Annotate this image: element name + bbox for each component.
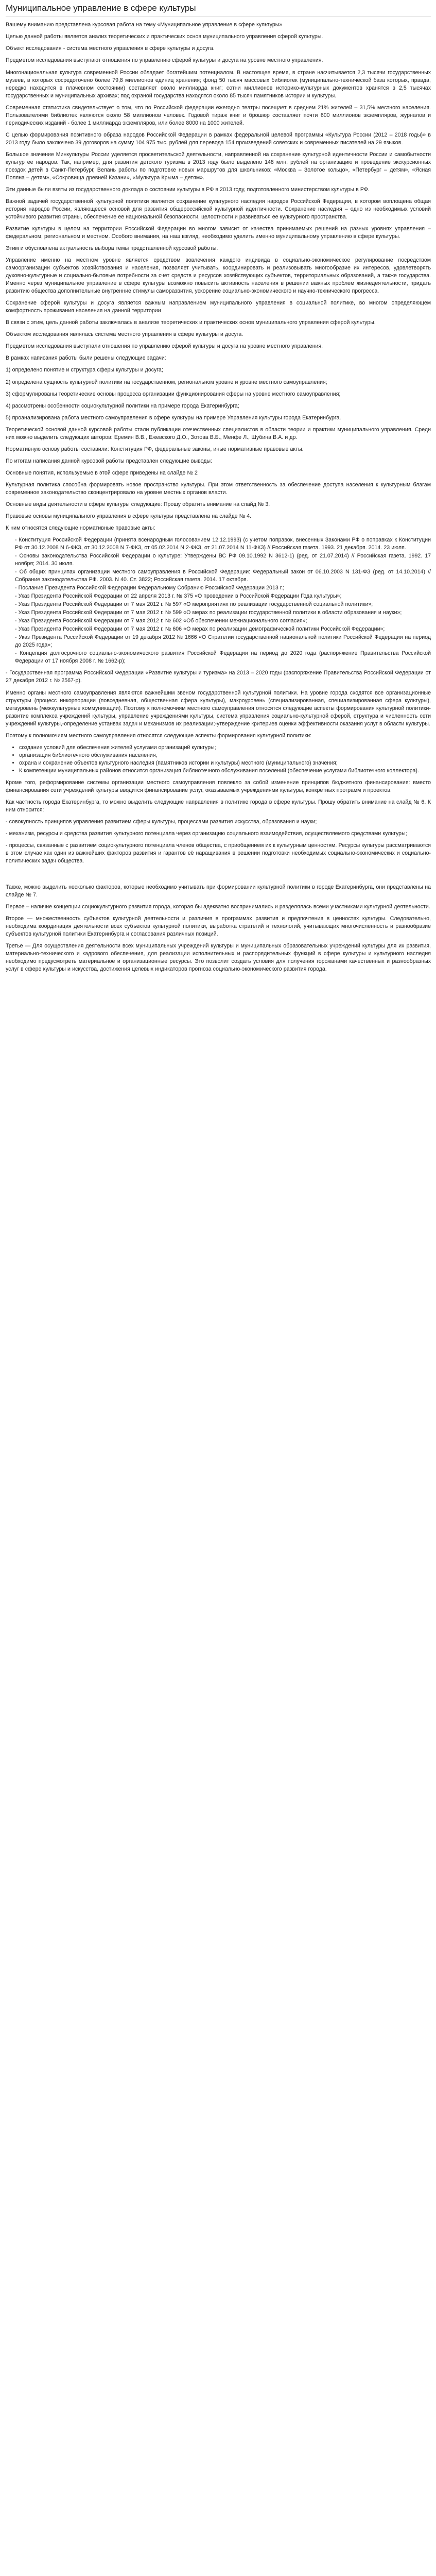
paragraph: Первое – наличие концепции социокультурного развития города, которая бы адекватно воспринимались и разделялась всеми участниками культурной деятельности. bbox=[6, 904, 430, 910]
paragraph: - механизм, ресурсы и средства развития культурного потенциала через организацию социального взаимодействия, осуществляемого средствами культуры; bbox=[6, 830, 407, 837]
paragraph: Этим и обусловлена актуальность выбора темы представленной курсовой работы. bbox=[6, 245, 218, 252]
legal-reference: - Указ Президента Российской Федерации от 7 мая 2012 г. № 599 «О мерах по реализации государственной политики в области образования и науки»; bbox=[15, 609, 402, 616]
page-title: Муниципальное управление в сфере культуры bbox=[6, 3, 431, 17]
paragraph: Культурная политика способна формировать новое пространство культуры. При этом ответственность за обеспечение доступа населения к культурным благам современное законодательство сконцентрировало на уровне местных органов власти. bbox=[6, 481, 431, 496]
paragraph: Предметом исследования выступают отношения по управлению сферой культуры и досуга на уровне местного управления. bbox=[6, 57, 323, 64]
legal-reference: - Конституция Российской Федерации (принята всенародным голосованием 12.12.1993) (с учетом поправок, внесенных Законами РФ о поправках к Конституции РФ от 30.12.2008 N 6-ФКЗ, от 30.12.2008 N 7-ФКЗ, от 05.02.2014 N 2-ФКЗ, от 21.07.2014 N 11-ФКЗ) // Российская газета. 1993. 21 декабря. 2014. 23 июля. bbox=[15, 536, 431, 551]
paragraph: Правовые основы муниципального управления в сфере культуры представлена на слайде № 4. bbox=[6, 513, 252, 519]
paragraph: Объект исследования - система местного управления в сфере культуры и досуга. bbox=[6, 45, 215, 52]
legal-reference: - Основы законодательства Российской Федерации о культуре: Утверждены ВС РФ 09.10.1992 N 3612-1) (ред. от 21.07.2014) // Российская газета. 1992. 17 ноября; 2014. 30 июля. bbox=[15, 553, 431, 567]
paragraph: Управление именно на местном уровне является средством вовлечения каждого индивида в социально-экономическое регулирование посредством самоорганизации субъектов хозяйствования и населения, позволяет учитывать, координировать и реализовывать многообразие их интересов, удовлетворять духовно-культурные и социально-бытовые потребности за счет средств и ресурсов хозяйствующих субъектов, территориальных образований, а также государства. Именно через муниципальное управление в сфере культуры возможно повысить активность населения в решении важных проблем жизнедеятельности, придать развитию общества дополнительные внутренние стимулы саморазвития, ускорение социально-экономического и научно-технического прогресса. bbox=[6, 257, 431, 295]
paragraph: С целью формирования позитивного образа народов Российской Федерации в рамках федеральной целевой программы «Культура России (2012 – 2018 годы)» в 2013 году было заключено 39 договоров на сумму 104 975 тыс. рублей для перевода 154 произведений советских и современных писателей на 29 языков. bbox=[6, 131, 431, 146]
paragraph: 1) определено понятие и структура сферы культуры и досуга; bbox=[6, 367, 163, 374]
paragraph: Основные виды деятельности в сфере культуры следующие: Прошу обратить внимание на слайд № 3. bbox=[6, 501, 270, 507]
list-item: • охрана и сохранение объектов культурного наследия (памятников истории и культуры) местного (муниципального) значения; bbox=[19, 759, 431, 767]
paragraph: Большое значение Минкультуры России уделяется просветительской деятельности, направленной на сохранение культурной идентичности России и самобытности культур ее народов. Так, например, для развития детского туризма в 2013 году было выделено 148 млн. рублей на организацию и проведение экскурсионных поездок детей в Санкт-Петербург, Велань работы по подготовке новых маршрутов для школьников: «Москва – Золотое кольцо», «Петербург – детям», «Ясная Поляна – детям», «Сокровища древней Казани», «Мультура Крыма – детям». bbox=[6, 151, 431, 181]
paragraph: Вашему вниманию представлена курсовая работа на тему «Муниципальное управление в сфере культуры» bbox=[6, 22, 283, 28]
paragraph: - процессы, связанные с развитием социокультурного потенциала членов общества, с приобщением их к культурным ценностям. Ресурсы культуры рассматриваются в этом случае как один из важнейших факторов развития и гарантов её наращивания в решении подготовки необходимых социально-экономических и социально-политических задач общества. bbox=[6, 842, 431, 865]
paragraph: Развитие культуры в целом на территории Российской Федерации во многом зависит от качества принимаемых решений на разных уровнях управления – федеральном, региональном и местном. Особого внимания, на наш взгляд, необходимо уделить именно муниципальному управлению в сфере культуры. bbox=[6, 226, 431, 240]
paragraph: В связи с этим, цель данной работы заключалась в анализе теоретических и практических основ муниципального управления сферой культуры. bbox=[6, 319, 376, 326]
paragraph: Поэтому к полномочиям местного самоуправления относятся следующие аспекты формирования культурной политики: bbox=[6, 732, 312, 739]
paragraph: Важной задачей государственной культурной политики является сохранение культурного наследия народов Российской Федерации, в котором воплощена общая история народов России, являющееся основой для развития общероссийской культурной идентичности. Сохранение наследия – одно из необходимых условий устойчивого развития страны, обеспечение ее национальной безопасности, целостности и развиваться ее культурного пространства. bbox=[6, 198, 431, 221]
paragraph: Основные понятия, используемые в этой сфере приведены на слайде № 2 bbox=[6, 469, 198, 476]
list-item: • К компетенции муниципальных районов относится организация библиотечного обслуживания поселений (обеспечение услугами библиотечного коллектора). bbox=[19, 767, 431, 775]
legal-reference: - Концепция долгосрочного социально-экономического развития Российской Федерации на период до 2020 года (распоряжение Правительства Российской Федерации от 17 ноября 2008 г. № 1662-р); bbox=[15, 650, 431, 665]
paragraph: Целью данной работы является анализ теоретических и практических основ муниципального управления сферой культуры. bbox=[6, 33, 323, 40]
list-item: • создание условий для обеспечения жителей услугами организаций культуры; bbox=[19, 744, 431, 752]
list-item: • организация библиотечного обслуживания населения, bbox=[19, 752, 431, 759]
paragraph: В рамках написания работы были решены следующие задачи: bbox=[6, 355, 166, 362]
paragraph: 3) сформулированы теоретические основы процесса организации функционирования сферы на уровне местного самоуправления; bbox=[6, 391, 341, 397]
legal-references-list bbox=[6, 536, 431, 666]
paragraph: Третье — Для осуществления деятельности всех муниципальных учреждений культуры и муниципальных образовательных учреждений культуры для их развития, материально-технического и кадрового обеспечения, для реализации исполнительных и распорядительных функций в сфере культуры и культурного наследия необходимо предусмотреть материальное и организационные ресурсы. Это позволит создать условия для получения горожанами качественных и разнообразных услуг в сфере культуры и искусства, достижения целевых индикаторов прогноза социально-экономического развития города. bbox=[6, 943, 431, 973]
bullet-list bbox=[6, 744, 431, 775]
paragraph: Второе — множественность субъектов культурной деятельности и различия в программах развития и предпочтения в ценностях культуры. Следовательно, необходима координация деятельности всех субъектов культурной политики, выработка стратегий и технологий, учитывающих многочисленность и разнообразие субъектов культурной политики Екатеринбурга и согласования различных позиций. bbox=[6, 916, 431, 938]
blank-space bbox=[6, 869, 431, 884]
paragraph: Как частность города Екатеринбурга, то можно выделить следующие направления в политике города в сфере культуры. Прошу обратить внимание на слайд № 6. К ним относится: bbox=[6, 799, 431, 813]
paragraph: - совокупность принципов управления развитием сферы культуры, процессами развития искусства, образования и науки; bbox=[6, 818, 317, 825]
paragraph: Нормативную основу работы составили: Конституция РФ, федеральные законы, иные нормативные правовые акты. bbox=[6, 446, 304, 452]
paragraph: По итогам написания данной курсовой работы представлен следующие выводы: bbox=[6, 457, 213, 464]
page bbox=[0, 0, 436, 982]
document-body bbox=[6, 21, 431, 973]
legal-reference: - Указ Президента Российской Федерации от 7 мая 2012 г. № 602 «Об обеспечении межнационального согласия»; bbox=[15, 618, 307, 624]
legal-reference: - Послание Президента Российской Федерации Федеральному Собранию Российской Федерации 2013 г.; bbox=[15, 585, 285, 591]
paragraph: 2) определена сущность культурной политики на государственном, региональном уровне и уровне местного самоуправления; bbox=[6, 379, 327, 385]
paragraph: Именно органы местного самоуправления являются важнейшим звеном государственной культурной политики. На уровне города сходятся все организационные структуры (процесс инкорпорации (повседневная, общественная сфера культуры), макроуровень (специализированная, специализированная сфера культуры), мегауровень (межкультурные коммуникации). Поэтому к полномочиям местного самоуправления относятся следующие аспекты формирования культурной политики-развитие комплекса учреждений культуры, управление учреждениями культуры, система управления социально-культурной сферой, структура и численность сети учреждений культуры,-определение устанвах задач и механизмов их реализации;-утверждение критериев оценки эффективности оказания услуг в области культуры. bbox=[6, 689, 431, 727]
legal-reference: - Указ Президента Российской Федерации от 7 мая 2012 г. № 597 «О мероприятиях по реализации государственной социальной политики»; bbox=[15, 601, 373, 608]
paragraph: Объектом исследования являлась система местного управления в сфере культуры и досуга. bbox=[6, 331, 243, 338]
paragraph: Современная статистика свидетельствует о том, что по Российской федерации ежегодно театры посещает в среднем 21% жителей – 31,5% местного населения. Пользователями библиотек являются около 58 миллионов человек. Годовой тираж книг и брошюр составляет почти 600 миллионов экземпляров, журналов и периодических изданий - более 1 миллиарда экземпляров, или более 8000 на 1000 жителей. bbox=[6, 104, 431, 126]
paragraph: Кроме того, реформирование системы организации местного самоуправления повлекло за собой изменение принципов бюджетного финансирования: вместо финансирования сети учреждений культуры вводится финансирование услуг, оказываемых учреждениями культуры, конкретных программ и проектов. bbox=[6, 779, 431, 793]
legal-reference: - Указ Президента Российской Федерации от 19 декабря 2012 № 1666 «О Стратегии государственной национальной политики Российской Федерации на период до 2025 года»; bbox=[15, 634, 431, 649]
paragraph: Многонациональная культура современной России обладает богатейшим потенциалом. В настоящее время, в стране насчитывается 2,3 тысячи государственных музеев, в которых сосредоточено более 79,8 миллионов единиц хранения; фонд 50 тысяч массовых библиотек (муниципально-технической база которых, правда, нередко находится в плачевном состоянии) составляет около миллиарда книг; сотни миллионов историко-культурных документов хранятся в 2,5 тысячах государственных и муниципальных архивах; под охраной государства находятся около 85 тысяч памятников истории и культуры. bbox=[6, 69, 431, 99]
paragraph: - Государственная программа Российской Федерации «Развитие культуры и туризма» на 2013 – 2020 годы (распоряжение Правительства Российской Федерации от 27 декабря 2012 г. № 2567-р). bbox=[6, 670, 431, 684]
legal-reference: - Указ Президента Российской Федерации от 22 апреля 2013 г. № 375 «О проведении в Российской Федерации Года культуры»; bbox=[15, 593, 342, 600]
paragraph: Предметом исследования выступали отношения по управлению сферой культуры и досуга на уровне местного управления. bbox=[6, 343, 323, 350]
legal-reference: - Об общих принципах организации местного самоуправления в Российской Федерации: Федеральный закон от 06.10.2003 N 131-ФЗ (ред. от 14.10.2014) // Собрание законодательства РФ. 2003. N 40. Ст. 3822; Российская газета. 2014. 17 октября. bbox=[15, 569, 431, 583]
paragraph: К ним относятся следующие нормативные правовые акты: bbox=[6, 524, 155, 531]
paragraph: 4) рассмотрены особенности социокультурной политики на примере города Екатеринбурга; bbox=[6, 402, 239, 409]
legal-reference: - Указ Президента Российской Федерации от 7 мая 2012 г. № 606 «О мерах по реализации демографической политики Российской Федерации»; bbox=[15, 626, 385, 633]
paragraph: Также, можно выделить несколько факторов, которые необходимо учитывать при формировании культурной политики в городе Екатеринбурга, они представлены на слайде № 7. bbox=[6, 884, 431, 899]
paragraph: 5) проанализирована работа местного самоуправления в сфере культуры на примере Управления культуры города Екатеринбурга. bbox=[6, 414, 341, 421]
paragraph: Теоретической основой данной курсовой работы стали публикации отечественных специалистов в области теории и практики муниципального управления. Среди них можно выделить следующих авторов: Еремин В.В., Ежевского Д.О., Зотова В.Б., Менфе Л., Шубина В.А. и др. bbox=[6, 426, 431, 440]
paragraph: Эти данные были взяты из государственного доклада о состоянии культуры в РФ в 2013 году, подготовленного министерством культуры в РФ. bbox=[6, 186, 370, 193]
paragraph: Сохранение сферой культуры и досуга является важным направлением муниципального управления в социальной политике, во многом определяющем комфортность проживания населения на данной территории bbox=[6, 300, 431, 314]
